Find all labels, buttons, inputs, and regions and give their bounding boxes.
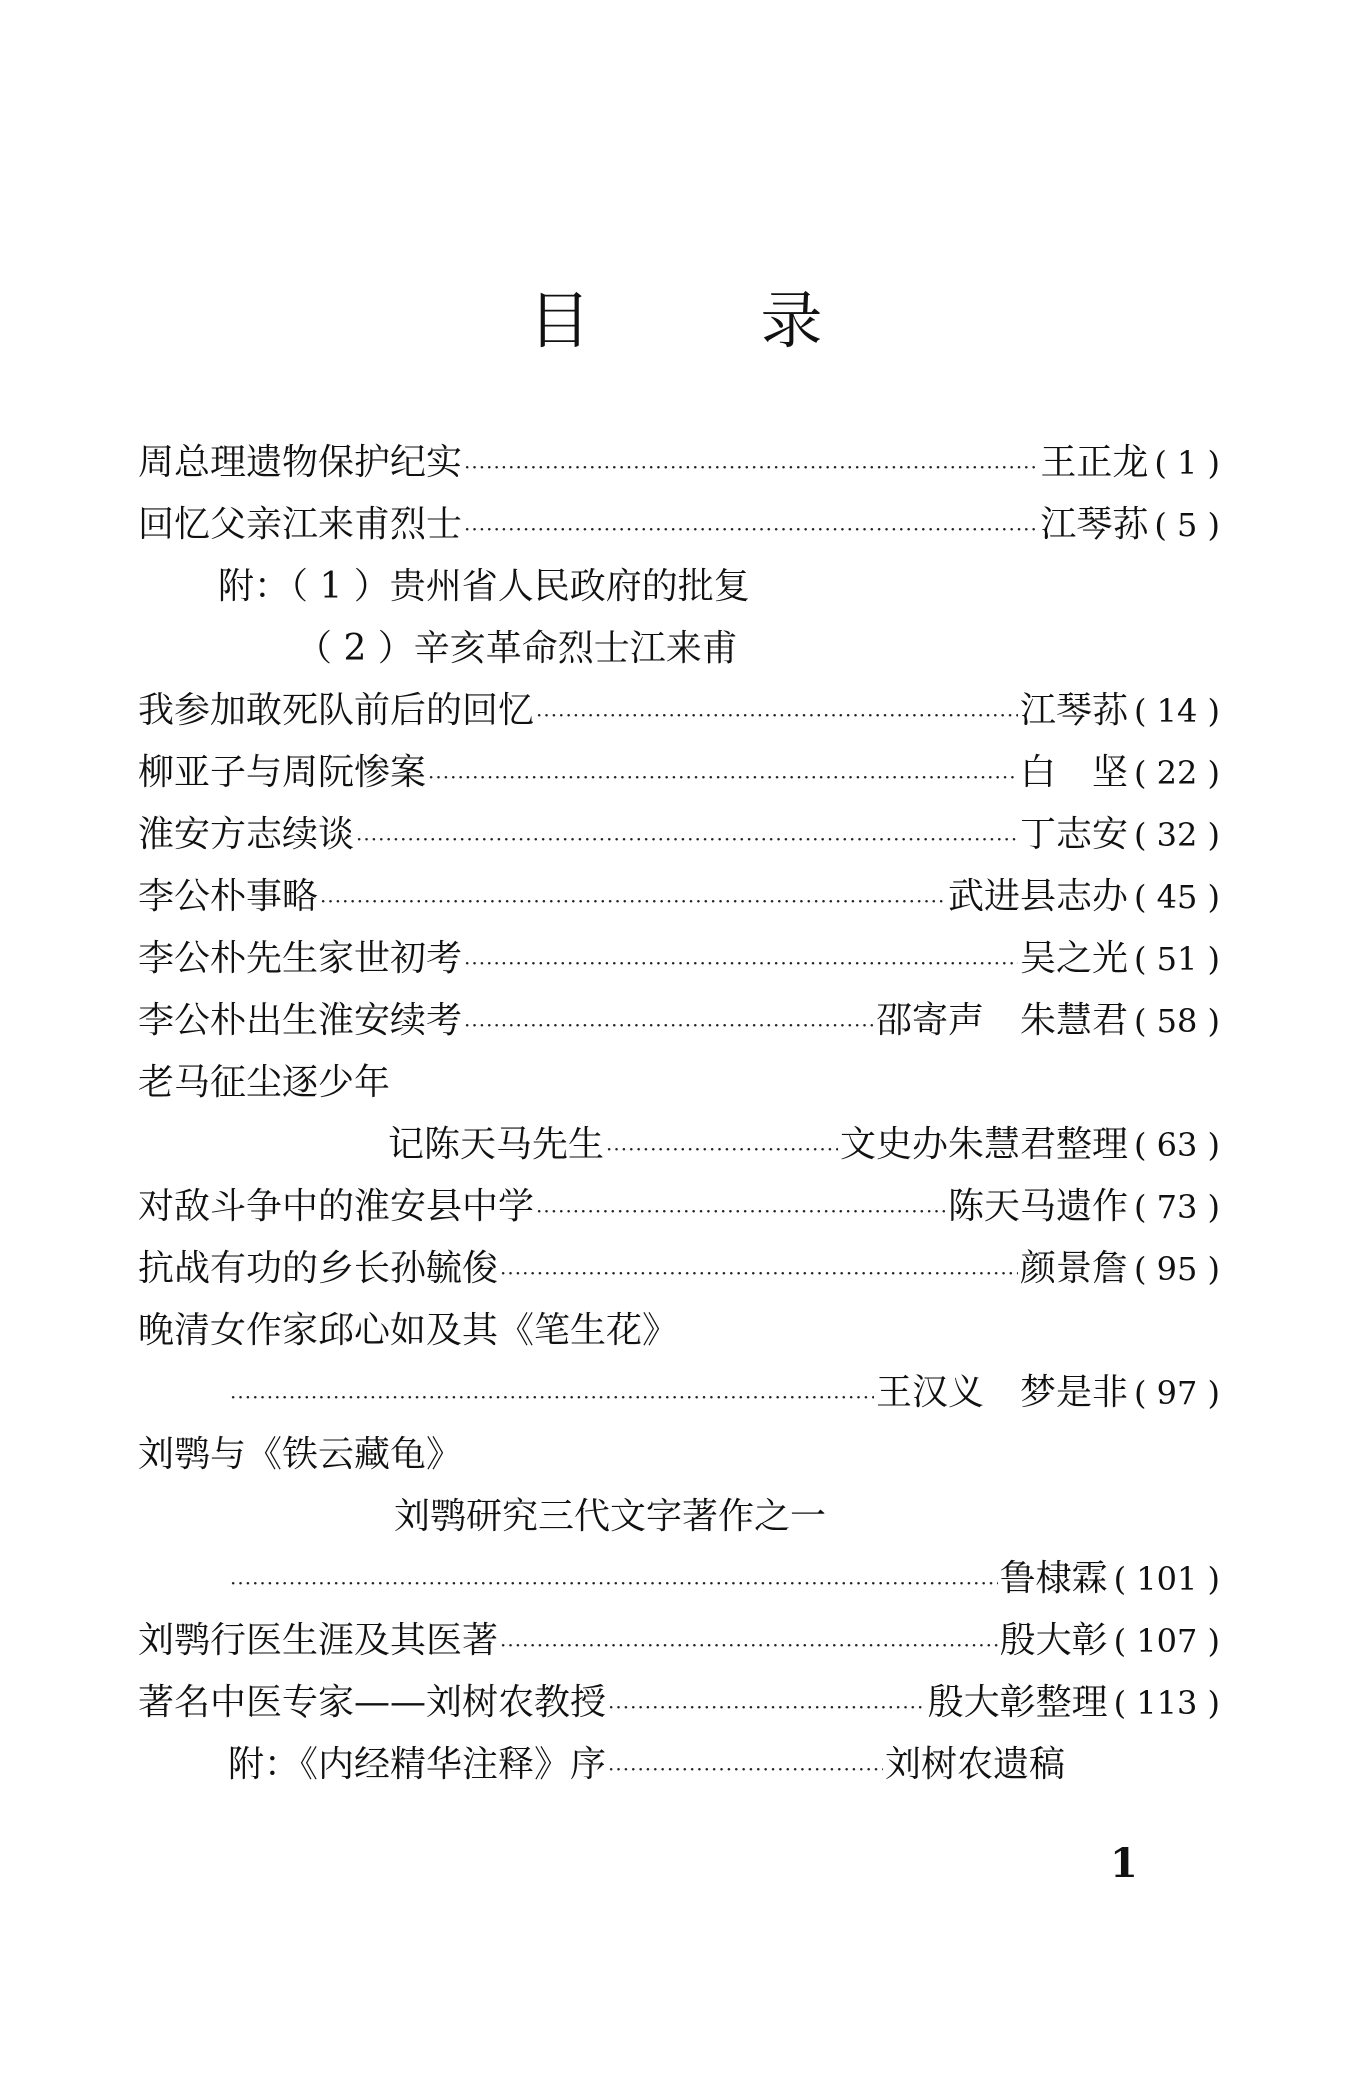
entry-title: 抗战有功的乡长孙毓俊 — [138, 1248, 499, 1289]
entry-page: ( 95 ) — [1133, 1250, 1220, 1288]
entry-title: 老马征尘逐少年 — [138, 1062, 391, 1103]
toc-entry — [138, 1176, 1220, 1238]
toc-entry — [138, 1734, 1220, 1796]
entry-title: 附：《内经精华注释》序 — [228, 1744, 607, 1785]
entry-title: 著名中医专家——刘树农教授 — [138, 1682, 607, 1723]
leader-dots — [608, 1738, 883, 1800]
entry-title: 李公朴出生淮安续考 — [138, 1000, 463, 1041]
entry-author: 江琴荪 — [1019, 690, 1128, 731]
entry-title: 李公朴先生家世初考 — [138, 938, 463, 979]
toc-entry — [138, 1300, 1220, 1362]
leader-dots — [464, 498, 1038, 560]
entry-title: 刘鹗研究三代文字著作之一 — [394, 1496, 827, 1537]
leader-dots — [500, 1242, 1018, 1304]
toc-entry — [138, 1114, 1220, 1176]
page-title: 目录 — [528, 284, 993, 357]
entry-page: ( 113 ) — [1113, 1684, 1220, 1722]
entry-page: ( 101 ) — [1113, 1560, 1220, 1598]
entry-title: 刘鹗与《铁云藏龟》 — [138, 1434, 463, 1475]
toc-entry — [138, 494, 1220, 556]
entry-author: 王正龙 — [1040, 442, 1149, 483]
toc-entry — [138, 1672, 1220, 1734]
entry-author: 殷大彰整理 — [927, 1682, 1108, 1723]
entry-title: 对敌斗争中的淮安县中学 — [138, 1186, 535, 1227]
entry-page: ( 22 ) — [1133, 754, 1220, 792]
entry-page: ( 45 ) — [1133, 878, 1220, 916]
entry-title: 柳亚子与周阮惨案 — [138, 752, 427, 793]
entry-author: 文史办朱慧君整理 — [839, 1124, 1128, 1165]
entry-page: ( 1 ) — [1154, 444, 1220, 482]
table-of-contents — [138, 432, 1220, 1796]
leader-dots — [464, 436, 1038, 498]
entry-author: 邵寄声 朱慧君 — [875, 1000, 1128, 1041]
toc-entry — [138, 742, 1220, 804]
entry-title: 我参加敢死队前后的回忆 — [138, 690, 535, 731]
entry-author: 丁志安 — [1019, 814, 1128, 855]
entry-page: ( 58 ) — [1133, 1002, 1220, 1040]
leader-dots — [606, 1118, 838, 1180]
leader-dots — [536, 684, 1018, 746]
entry-page: ( 63 ) — [1133, 1126, 1220, 1164]
toc-entry — [138, 618, 1220, 680]
entry-author: 陈天马遗作 — [947, 1186, 1128, 1227]
leader-dots — [230, 1366, 874, 1428]
entry-page: ( 14 ) — [1133, 692, 1220, 730]
entry-title: 刘鹗行医生涯及其医著 — [138, 1620, 499, 1661]
entry-page: ( 5 ) — [1154, 506, 1220, 544]
entry-title: 回忆父亲江来甫烈士 — [138, 504, 463, 545]
leader-dots — [464, 994, 874, 1056]
toc-entry — [138, 556, 1220, 618]
entry-author: 吴之光 — [1019, 938, 1128, 979]
toc-entry — [138, 432, 1220, 494]
leader-dots — [608, 1676, 926, 1738]
entry-page: ( 32 ) — [1133, 816, 1220, 854]
entry-page: ( 51 ) — [1133, 940, 1220, 978]
entry-title: 李公朴事略 — [138, 876, 319, 917]
page-number: 1 — [1110, 1840, 1138, 1887]
toc-entry — [138, 1238, 1220, 1300]
leader-dots — [428, 746, 1018, 808]
entry-author: 颜景詹 — [1019, 1248, 1128, 1289]
toc-entry — [138, 1548, 1220, 1610]
entry-author: 王汉义 梦是非 — [875, 1372, 1128, 1413]
toc-entry — [138, 1362, 1220, 1424]
toc-entry — [138, 928, 1220, 990]
entry-title: （ 2 ）辛亥革命烈士江来甫 — [296, 628, 738, 669]
leader-dots — [536, 1180, 946, 1242]
leader-dots — [230, 1552, 998, 1614]
entry-title: 晚清女作家邱心如及其《笔生花》 — [138, 1310, 679, 1351]
entry-title: 周总理遗物保护纪实 — [138, 442, 463, 483]
toc-entry — [138, 1052, 1220, 1114]
toc-entry — [138, 1424, 1220, 1486]
entry-page: ( 97 ) — [1133, 1374, 1220, 1412]
leader-dots — [464, 932, 1018, 994]
toc-entry — [138, 990, 1220, 1052]
entry-page: ( 107 ) — [1113, 1622, 1220, 1660]
entry-author: 鲁棣霖 — [999, 1558, 1108, 1599]
entry-author: 白 坚 — [1019, 752, 1128, 793]
toc-entry — [138, 804, 1220, 866]
entry-title: 记陈天马先生 — [388, 1124, 605, 1165]
entry-page: ( 73 ) — [1133, 1188, 1220, 1226]
entry-author: 刘树农遗稿 — [884, 1744, 1065, 1785]
toc-entry — [138, 1486, 1220, 1548]
entry-author: 武进县志办 — [947, 876, 1128, 917]
entry-author: 殷大彰 — [999, 1620, 1108, 1661]
toc-entry — [138, 866, 1220, 928]
toc-entry — [138, 680, 1220, 742]
entry-title: 淮安方志续谈 — [138, 814, 355, 855]
leader-dots — [356, 808, 1018, 870]
entry-author: 江琴荪 — [1040, 504, 1149, 545]
leader-dots — [500, 1614, 998, 1676]
entry-title: 附：（ 1 ）贵州省人民政府的批复 — [218, 566, 750, 607]
leader-dots — [320, 870, 946, 932]
toc-entry — [138, 1610, 1220, 1672]
